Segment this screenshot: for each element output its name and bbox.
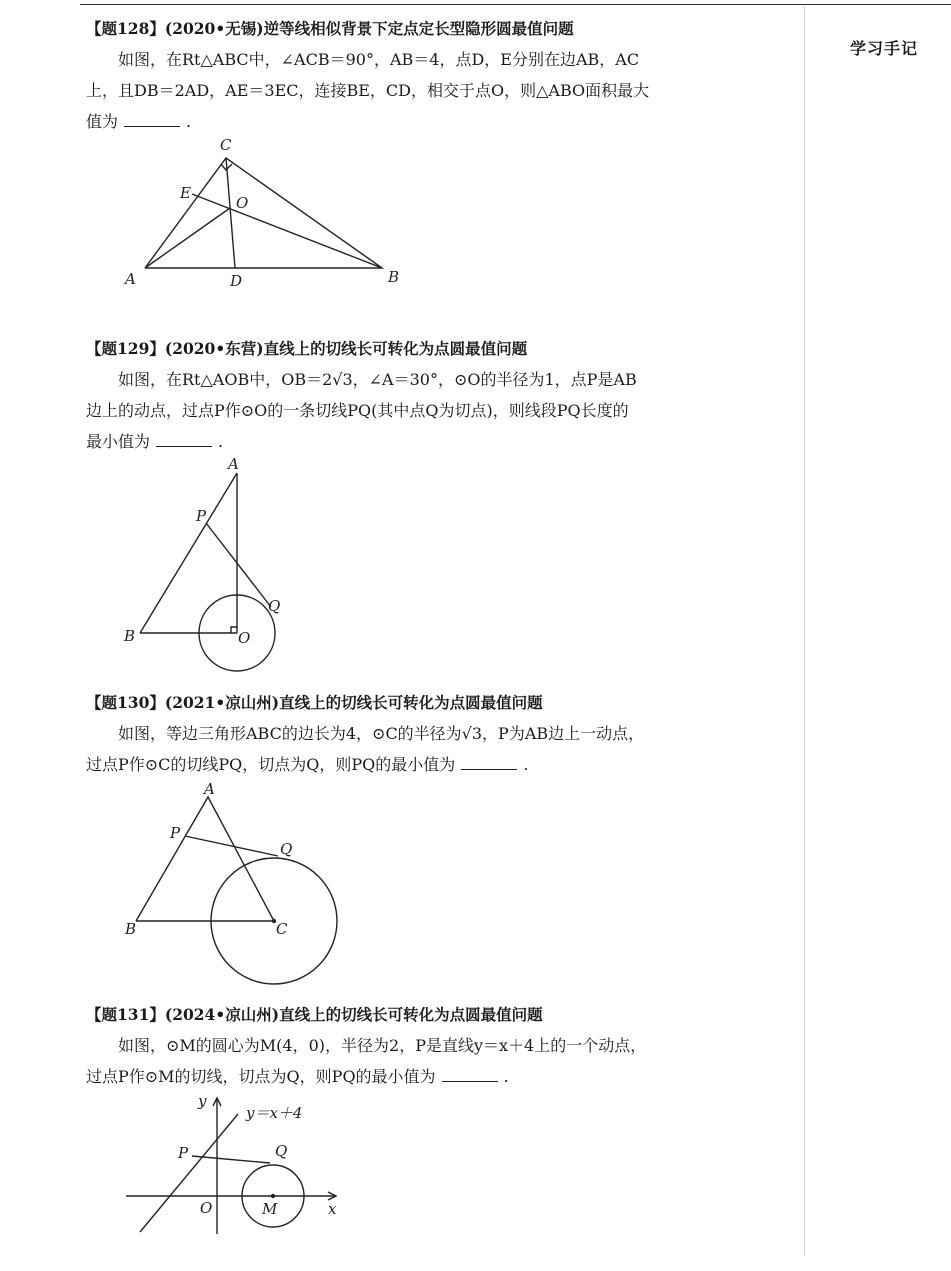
- figure-129: [120, 455, 300, 675]
- text-line: 过点P作⊙C的切线PQ，切点为Q，则PQ的最小值为: [86, 755, 456, 774]
- problem-heading: 【题131】(2024•凉山州)直线上的切线长可转化为点圆最值问题: [86, 1005, 543, 1024]
- end-punct: .: [523, 755, 529, 774]
- label-q: Q: [275, 1142, 288, 1160]
- label-y-axis: y: [198, 1092, 207, 1110]
- text-line: 如图，在Rt△ABC中，∠ACB＝90°，AB＝4，点D，E分别在边AB，AC: [118, 50, 640, 69]
- label-p: P: [178, 1144, 189, 1162]
- label-line-eq: y＝x＋4: [246, 1104, 303, 1122]
- segment-ab: [140, 473, 237, 633]
- problem-text: [86, 718, 786, 780]
- label-a: A: [125, 270, 136, 288]
- segment-ao: [145, 208, 230, 268]
- figure-131: [120, 1092, 360, 1242]
- label-q: Q: [268, 597, 281, 615]
- problem-130: [86, 692, 786, 780]
- segment-cd: [226, 158, 235, 268]
- problem-131: [86, 1004, 786, 1092]
- problem-text: [86, 364, 786, 457]
- tangent-pq: [192, 1156, 270, 1163]
- text-line: 边上的动点，过点P作⊙O的一条切线PQ(其中点Q为切点)，则线段PQ长度的: [86, 401, 629, 420]
- label-c: C: [276, 920, 288, 938]
- label-d: D: [230, 272, 243, 290]
- text-line: 如图，⊙M的圆心为M(4，0)，半径为2，P是直线y＝x＋4上的一个动点，: [118, 1036, 647, 1055]
- figure-128: [120, 130, 420, 300]
- label-p: P: [170, 824, 181, 842]
- answer-blank[interactable]: [124, 112, 180, 127]
- problem-heading: 【题128】(2020•无锡)逆等线相似背景下定点定长型隐形圆最值问题: [86, 19, 574, 38]
- text-line-with-blank: [86, 1061, 786, 1092]
- problem-text: [86, 1030, 786, 1092]
- text-line: 最小值为: [86, 432, 151, 451]
- problem-129: [86, 338, 786, 457]
- label-x-axis: x: [328, 1200, 337, 1218]
- sidebar-title: 学习手记: [850, 39, 919, 58]
- text-line: 值为: [86, 112, 119, 131]
- text-line-with-blank: [86, 426, 786, 457]
- text-line: 如图，等边三角形ABC的边长为4，⊙C的半径为√3，P为AB边上一动点，: [118, 724, 645, 743]
- label-o: O: [236, 194, 249, 212]
- label-p: P: [196, 507, 207, 525]
- segment-be: [192, 194, 382, 268]
- text-line: 如图，在Rt△AOB中，OB＝2√3，∠A＝30°，⊙O的半径为1，点P是AB: [118, 370, 637, 389]
- right-angle-mark: [231, 627, 237, 633]
- label-o: O: [200, 1199, 213, 1217]
- label-q: Q: [280, 840, 293, 858]
- point-m: [271, 1194, 275, 1198]
- line-y-eq-x-plus-4: [140, 1114, 238, 1232]
- text-line-with-blank: [86, 749, 786, 780]
- label-o: O: [238, 629, 251, 647]
- problem-heading: 【题130】(2021•凉山州)直线上的切线长可转化为点圆最值问题: [86, 693, 543, 712]
- triangle-abc: [145, 158, 382, 268]
- label-b: B: [124, 627, 136, 645]
- end-punct: .: [186, 112, 192, 131]
- tangent-pq: [185, 836, 278, 856]
- answer-blank[interactable]: [156, 432, 212, 447]
- label-a: A: [204, 780, 215, 798]
- figure-130: [120, 780, 360, 990]
- answer-blank[interactable]: [442, 1067, 498, 1082]
- margin-divider: [804, 6, 805, 1256]
- label-c: C: [220, 136, 232, 154]
- end-punct: .: [218, 432, 224, 451]
- end-punct: .: [503, 1067, 509, 1086]
- problem-text: [86, 44, 786, 137]
- label-b: B: [125, 920, 137, 938]
- triangle-abc: [136, 797, 274, 921]
- text-line: 上，且DB＝2AD，AE＝3EC，连接BE，CD，相交于点O，则△ABO面积最大: [86, 81, 650, 100]
- label-m: M: [262, 1200, 278, 1218]
- text-line: 过点P作⊙M的切线，切点为Q，则PQ的最小值为: [86, 1067, 436, 1086]
- label-e: E: [180, 184, 191, 202]
- label-a: A: [228, 455, 239, 473]
- top-rule: [80, 4, 951, 5]
- problem-128: [86, 18, 786, 137]
- answer-blank[interactable]: [461, 755, 517, 770]
- problem-heading: 【题129】(2020•东营)直线上的切线长可转化为点圆最值问题: [86, 339, 528, 358]
- label-b: B: [388, 268, 400, 286]
